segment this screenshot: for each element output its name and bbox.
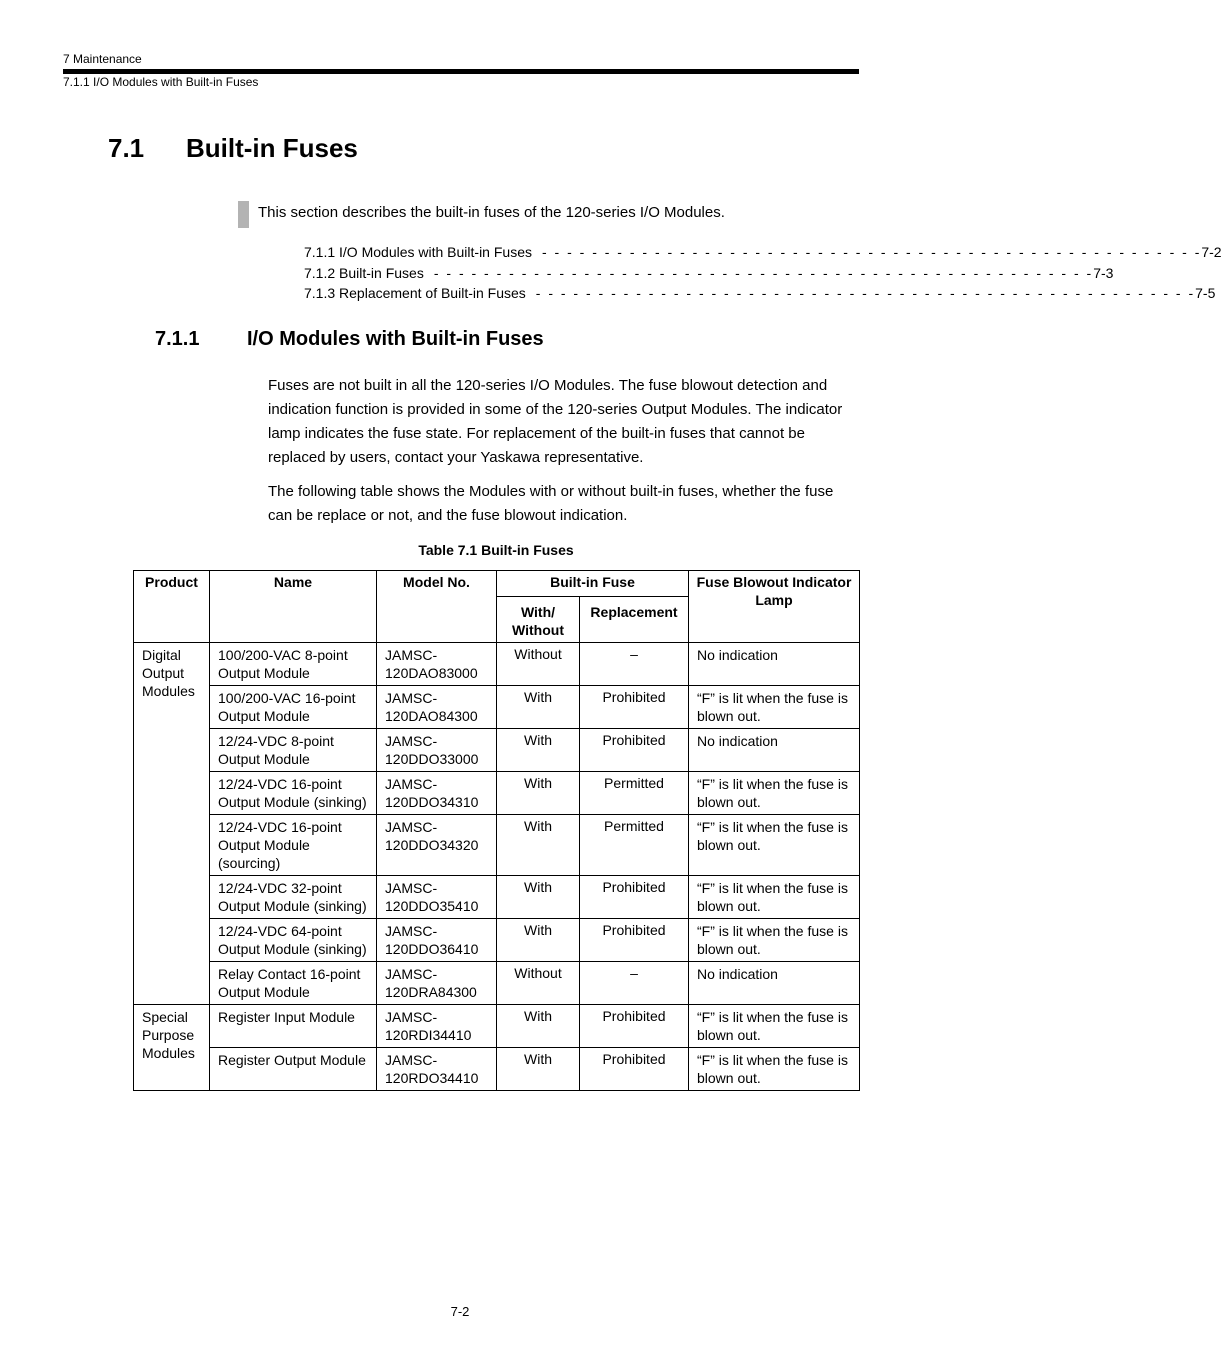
running-header-section: 7.1.1 I/O Modules with Built-in Fuses bbox=[63, 75, 259, 89]
cell-lamp: “F” is lit when the fuse is blown out. bbox=[689, 1048, 860, 1091]
section-intro: This section describes the built-in fuses of the 120-series I/O Modules. bbox=[258, 204, 725, 221]
cell-lamp: No indication bbox=[689, 643, 860, 686]
cell-replacement: – bbox=[580, 643, 689, 686]
body-paragraph: The following table shows the Modules with or without built-in fuses, whether the fuse can be replace or not, and the fuse blowout indication. bbox=[268, 483, 834, 524]
toc-leader: - - - - - - - - - - - - - - - - - - - - - - - - - - - - - - - - - - - - - - - - - - - - - - - - - - - - - bbox=[542, 244, 1202, 260]
cell-with: Without bbox=[497, 643, 580, 686]
cell-product: Special Purpose Modules bbox=[134, 1005, 210, 1091]
cell-with: With bbox=[497, 1005, 580, 1048]
cell-with: With bbox=[497, 686, 580, 729]
cell-with: With bbox=[497, 815, 580, 876]
subsection-title: I/O Modules with Built-in Fuses bbox=[247, 328, 544, 350]
built-in-fuses-table bbox=[133, 570, 860, 1091]
subsection-number: 7.1.1 bbox=[155, 328, 200, 350]
cell-model: JAMSC-120RDO34410 bbox=[377, 1048, 497, 1091]
table-row bbox=[134, 643, 860, 686]
cell-replacement: Prohibited bbox=[580, 1005, 689, 1048]
body-paragraph: Fuses are not built in all the 120-series I/O Modules. The fuse blowout detection and indication function is provided in some of the 120-series Output Modules. The indicator lamp indicates the fuse state. For replacement of the built-in fuses that cannot be replaced by users, contact your Yaskawa representative. bbox=[268, 377, 843, 466]
cell-model: JAMSC-120DDO33000 bbox=[377, 729, 497, 772]
col-header-model: Model No. bbox=[377, 571, 497, 643]
cell-with: Without bbox=[497, 962, 580, 1005]
col-header-product: Product bbox=[134, 571, 210, 643]
cell-model: JAMSC-120DRA84300 bbox=[377, 962, 497, 1005]
cell-name: 12/24-VDC 64-point Output Module (sinking) bbox=[210, 919, 377, 962]
table-row bbox=[134, 686, 860, 729]
table-row bbox=[134, 919, 860, 962]
cell-name: Register Input Module bbox=[210, 1005, 377, 1048]
cell-model: JAMSC-120DDO34310 bbox=[377, 772, 497, 815]
cell-lamp: “F” is lit when the fuse is blown out. bbox=[689, 1005, 860, 1048]
page-number: 7-2 bbox=[450, 1304, 470, 1319]
cell-model: JAMSC-120DDO36410 bbox=[377, 919, 497, 962]
cell-replacement: Permitted bbox=[580, 815, 689, 876]
cell-name: 12/24-VDC 32-point Output Module (sinking) bbox=[210, 876, 377, 919]
toc-entry-title: 7.1.2 Built-in Fuses bbox=[304, 265, 424, 281]
cell-with: With bbox=[497, 876, 580, 919]
col-header-replacement: Replacement bbox=[580, 597, 689, 643]
cell-with: With bbox=[497, 729, 580, 772]
toc-entry[interactable] bbox=[304, 285, 1216, 301]
cell-name: 100/200-VAC 8-point Output Module bbox=[210, 643, 377, 686]
table-row bbox=[134, 729, 860, 772]
col-header-with-without: With/ Without bbox=[497, 597, 580, 643]
cell-name: Relay Contact 16-point Output Module bbox=[210, 962, 377, 1005]
table-row bbox=[134, 1048, 860, 1091]
cell-name: 12/24-VDC 16-point Output Module (sinking) bbox=[210, 772, 377, 815]
section-number: 7.1 bbox=[108, 133, 145, 163]
toc-leader: - - - - - - - - - - - - - - - - - - - - - - - - - - - - - - - - - - - - - - - - - - - - - - - - - - - - - bbox=[433, 265, 1094, 281]
cell-lamp: No indication bbox=[689, 729, 860, 772]
cell-lamp: “F” is lit when the fuse is blown out. bbox=[689, 815, 860, 876]
table-row bbox=[134, 962, 860, 1005]
cell-model: JAMSC-120RDI34410 bbox=[377, 1005, 497, 1048]
toc-entry-page: 7-2 bbox=[1201, 244, 1222, 260]
cell-replacement: – bbox=[580, 962, 689, 1005]
cell-replacement: Prohibited bbox=[580, 876, 689, 919]
cell-name: Register Output Module bbox=[210, 1048, 377, 1091]
table-row bbox=[134, 772, 860, 815]
toc-entry[interactable] bbox=[304, 244, 1222, 260]
toc-entry-page: 7-5 bbox=[1195, 285, 1216, 301]
cell-with: With bbox=[497, 919, 580, 962]
cell-name: 12/24-VDC 16-point Output Module (sourcing) bbox=[210, 815, 377, 876]
cell-with: With bbox=[497, 1048, 580, 1091]
cell-lamp: “F” is lit when the fuse is blown out. bbox=[689, 919, 860, 962]
cell-lamp: “F” is lit when the fuse is blown out. bbox=[689, 772, 860, 815]
table-row bbox=[134, 815, 860, 876]
cell-replacement: Prohibited bbox=[580, 729, 689, 772]
cell-lamp: “F” is lit when the fuse is blown out. bbox=[689, 686, 860, 729]
cell-lamp: No indication bbox=[689, 962, 860, 1005]
section-title: Built-in Fuses bbox=[186, 133, 358, 163]
table-caption: Table 7.1 Built-in Fuses bbox=[418, 542, 574, 558]
cell-replacement: Prohibited bbox=[580, 686, 689, 729]
col-header-built-in-fuse: Built-in Fuse bbox=[497, 571, 689, 597]
toc-entry-title: 7.1.3 Replacement of Built-in Fuses bbox=[304, 285, 526, 301]
cell-name: 100/200-VAC 16-point Output Module bbox=[210, 686, 377, 729]
table-row bbox=[134, 876, 860, 919]
note-marker-bar bbox=[238, 201, 249, 228]
toc-entry[interactable] bbox=[304, 265, 1114, 281]
cell-replacement: Permitted bbox=[580, 772, 689, 815]
toc-entry-page: 7-3 bbox=[1093, 265, 1114, 281]
running-header-chapter: 7 Maintenance bbox=[63, 52, 142, 66]
cell-with: With bbox=[497, 772, 580, 815]
cell-replacement: Prohibited bbox=[580, 1048, 689, 1091]
header-rule bbox=[63, 69, 859, 74]
cell-model: JAMSC-120DAO83000 bbox=[377, 643, 497, 686]
cell-name: 12/24-VDC 8-point Output Module bbox=[210, 729, 377, 772]
toc-leader: - - - - - - - - - - - - - - - - - - - - - - - - - - - - - - - - - - - - - - - - - - - - - - - - - - - - - bbox=[535, 285, 1196, 301]
cell-model: JAMSC-120DDO35410 bbox=[377, 876, 497, 919]
col-header-name: Name bbox=[210, 571, 377, 643]
table-row bbox=[134, 1005, 860, 1048]
cell-product: Digital Output Modules bbox=[134, 643, 210, 1005]
cell-model: JAMSC-120DDO34320 bbox=[377, 815, 497, 876]
cell-model: JAMSC-120DAO84300 bbox=[377, 686, 497, 729]
cell-replacement: Prohibited bbox=[580, 919, 689, 962]
cell-lamp: “F” is lit when the fuse is blown out. bbox=[689, 876, 860, 919]
col-header-indicator-lamp: Fuse Blowout Indicator Lamp bbox=[689, 571, 860, 643]
toc-entry-title: 7.1.1 I/O Modules with Built-in Fuses bbox=[304, 244, 532, 260]
